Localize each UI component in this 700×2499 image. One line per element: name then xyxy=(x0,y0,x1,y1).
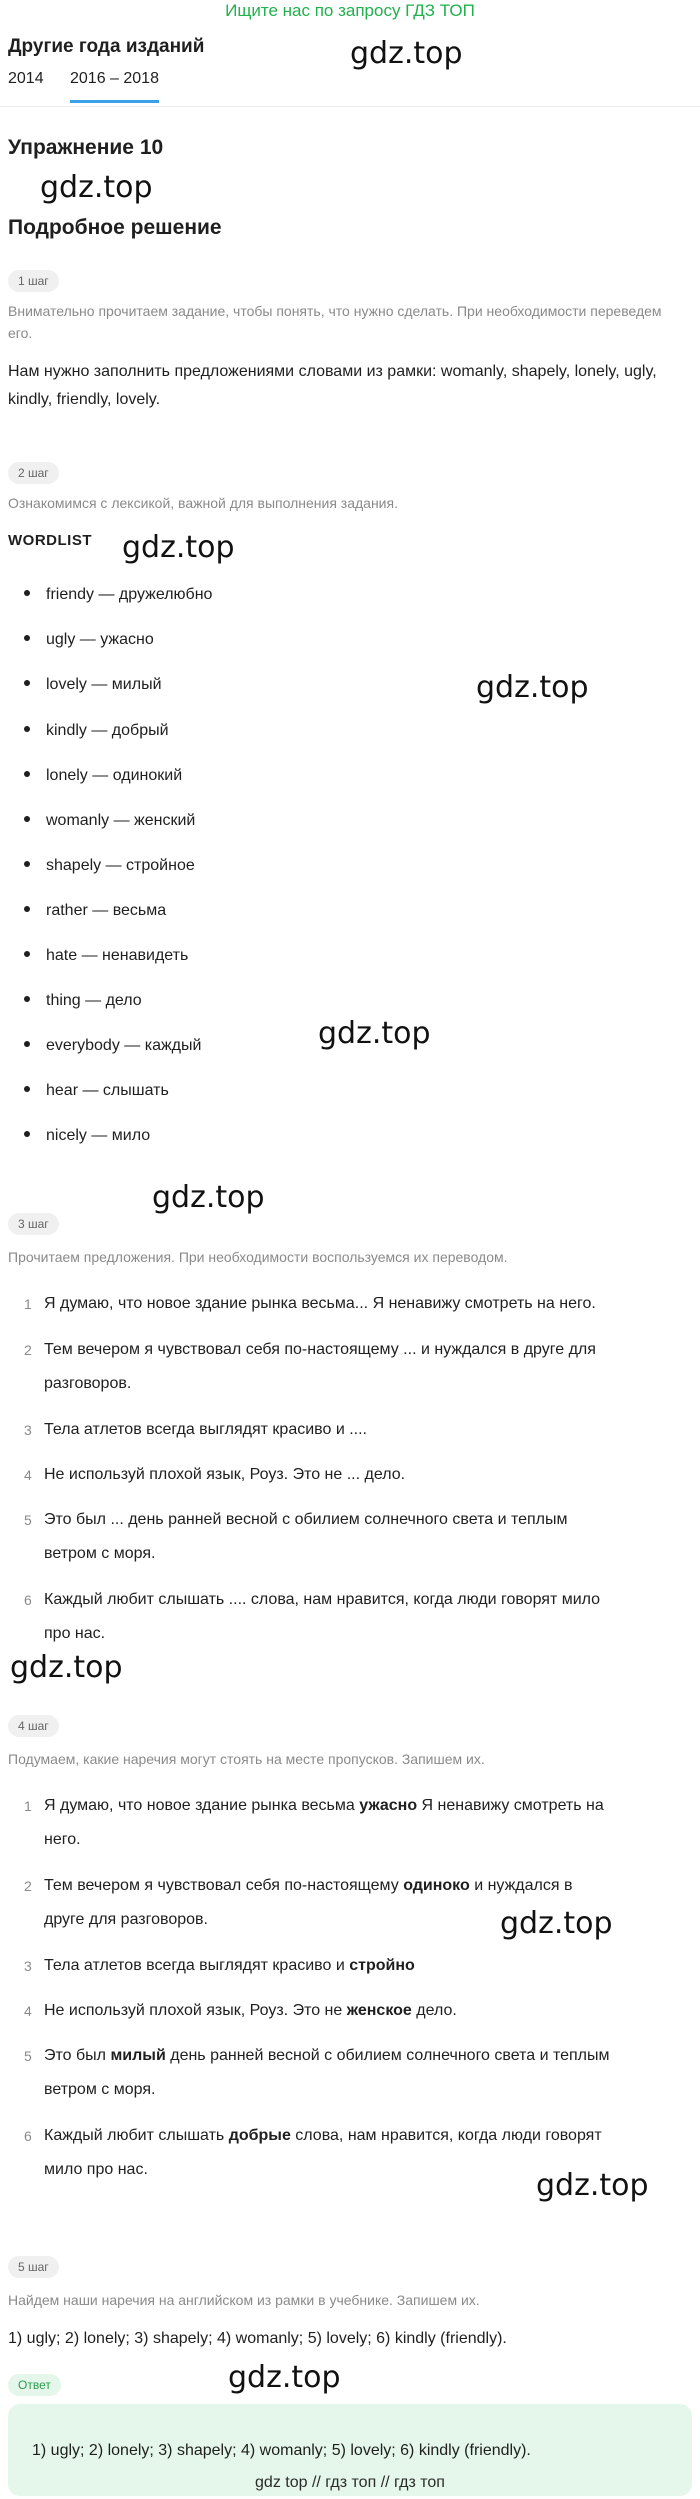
bullet-icon xyxy=(24,951,30,957)
step-badge: 3 шаг xyxy=(8,1213,59,1235)
answer-badge: Ответ xyxy=(8,2374,61,2396)
answer-word: ужасно xyxy=(359,1797,418,1814)
step-note: Найдем наши наречия на английском из рамки в учебнике. Запишем их. xyxy=(8,2292,480,2308)
editions-title: Другие года изданий xyxy=(8,36,205,57)
answer-word: стройно xyxy=(349,1957,415,1974)
bullet-icon xyxy=(24,1041,30,1047)
answer-text: 1) ugly; 2) lonely; 3) shapely; 4) womanly; 5) lovely; 6) kindly (friendly). xyxy=(32,2442,531,2459)
list-item: hear — слышать xyxy=(24,1080,169,1102)
watermark: gdz.top xyxy=(152,1180,265,1215)
watermark: gdz.top xyxy=(40,170,153,205)
exercise-title: Упражнение 10 xyxy=(8,136,164,159)
item-number: 3 xyxy=(24,1422,32,1438)
list-item: everybody — каждый xyxy=(24,1035,201,1057)
bullet-icon xyxy=(24,1086,30,1092)
bullet-icon xyxy=(24,996,30,1002)
sentence: Каждый любит слышать добрые слова, нам нравится, когда люди говорят мило про нас. xyxy=(44,2127,602,2178)
bullet-icon xyxy=(24,1131,30,1137)
item-number: 2 xyxy=(24,1342,32,1358)
step-note: Ознакомимся с лексикой, важной для выполнения задания. xyxy=(8,495,398,511)
watermark: gdz.top xyxy=(350,36,463,71)
answer-word: добрые xyxy=(228,2127,291,2144)
bullet-icon xyxy=(24,861,30,867)
step-badge: 4 шаг xyxy=(8,1715,59,1737)
item-number: 4 xyxy=(24,2003,32,2019)
bullet-icon xyxy=(24,680,30,686)
answer-word: женское xyxy=(346,2002,412,2019)
sentence: Не используй плохой язык, Роуз. Это не ... дело. xyxy=(44,1466,406,1483)
list-item: kindly — добрый xyxy=(24,720,169,742)
list-item: womanly — женский xyxy=(24,810,195,832)
list-item: thing — дело xyxy=(24,990,142,1012)
watermark: gdz.top xyxy=(500,1906,613,1941)
search-banner: Ищите нас по запросу ГДЗ ТОП xyxy=(225,1,475,20)
watermark: gdz.top xyxy=(228,2360,341,2395)
bullet-icon xyxy=(24,816,30,822)
divider xyxy=(0,106,700,107)
item-number: 6 xyxy=(24,2128,32,2144)
step-badge: 2 шаг xyxy=(8,462,59,484)
list-item: ugly — ужасно xyxy=(24,629,154,651)
sentence: Не используй плохой язык, Роуз. Это не женское дело. xyxy=(44,2002,457,2019)
bullet-icon xyxy=(24,906,30,912)
step-note: Прочитаем предложения. При необходимости воспользуемся их переводом. xyxy=(8,1249,508,1265)
item-number: 5 xyxy=(24,1512,32,1528)
tab-edition-2014[interactable]: 2014 xyxy=(8,70,44,87)
bullet-icon xyxy=(24,590,30,596)
item-number: 1 xyxy=(24,1798,32,1814)
sentence: Тем вечером я чувствовал себя по-настоящему ... и нуждался в друге для разговоров. xyxy=(44,1341,596,1392)
step-note: Внимательно прочитаем задание, чтобы понять, что нужно сделать. При необходимости переведем его. xyxy=(8,303,662,341)
sentence: Тем вечером я чувствовал себя по-настоящему одиноко и нуждался в друге для разговоров. xyxy=(44,1877,573,1928)
item-number: 5 xyxy=(24,2048,32,2064)
watermark: gdz.top xyxy=(318,1016,431,1051)
item-number: 2 xyxy=(24,1878,32,1894)
watermark: gdz.top xyxy=(10,1650,123,1685)
sentence: Тела атлетов всегда выглядят красиво и .... xyxy=(44,1421,367,1438)
item-number: 4 xyxy=(24,1467,32,1483)
step-note: Подумаем, какие наречия могут стоять на месте пропусков. Запишем их. xyxy=(8,1751,485,1767)
list-item: shapely — стройное xyxy=(24,855,195,877)
sentence: Я думаю, что новое здание рынка весьма... Я ненавижу смотреть на него. xyxy=(44,1295,596,1312)
bullet-icon xyxy=(24,726,30,732)
bullet-icon xyxy=(24,635,30,641)
solution-title: Подробное решение xyxy=(8,216,222,239)
wordlist-label: WORDLIST xyxy=(8,532,92,549)
answer-word: одиноко xyxy=(403,1877,470,1894)
watermark: gdz.top xyxy=(122,530,235,565)
sentence: Это был милый день ранней весной с обилием солнечного света и теплым ветром с моря. xyxy=(44,2047,610,2098)
list-item: nicely — мило xyxy=(24,1125,150,1147)
list-item: lonely — одинокий xyxy=(24,765,182,787)
list-item: hate — ненавидеть xyxy=(24,945,188,967)
sentence: Каждый любит слышать .... слова, нам нравится, когда люди говорят мило про нас. xyxy=(44,1591,601,1642)
list-item: rather — весьма xyxy=(24,900,166,922)
list-item: lovely — милый xyxy=(24,674,162,696)
item-number: 6 xyxy=(24,1592,32,1608)
step-badge: 1 шаг xyxy=(8,270,59,292)
sentence: Я думаю, что новое здание рынка весьма ужасно Я ненавижу смотреть на него. xyxy=(44,1797,604,1848)
sentence: Тела атлетов всегда выглядят красиво и стройно xyxy=(44,1957,415,1974)
tab-edition-2016-2018[interactable]: 2016 – 2018 xyxy=(70,70,159,103)
item-number: 3 xyxy=(24,1958,32,1974)
answer-word: милый xyxy=(110,2047,166,2064)
bullet-icon xyxy=(24,771,30,777)
list-item: friendy — дружелюбно xyxy=(24,584,212,606)
step-text: 1) ugly; 2) lonely; 3) shapely; 4) womanly; 5) lovely; 6) kindly (friendly). xyxy=(8,2330,507,2347)
step-text: Нам нужно заполнить предложениями словами из рамки: womanly, shapely, lonely, ugly, kindly, friendly, lovely. xyxy=(8,363,657,408)
step-badge: 5 шаг xyxy=(8,2256,59,2278)
footer-text: gdz top // гдз топ // гдз топ xyxy=(255,2474,445,2491)
sentence: Это был ... день ранней весной с обилием солнечного света и теплым ветром с моря. xyxy=(44,1511,568,1562)
watermark: gdz.top xyxy=(476,670,589,705)
watermark: gdz.top xyxy=(536,2168,649,2203)
item-number: 1 xyxy=(24,1296,32,1312)
